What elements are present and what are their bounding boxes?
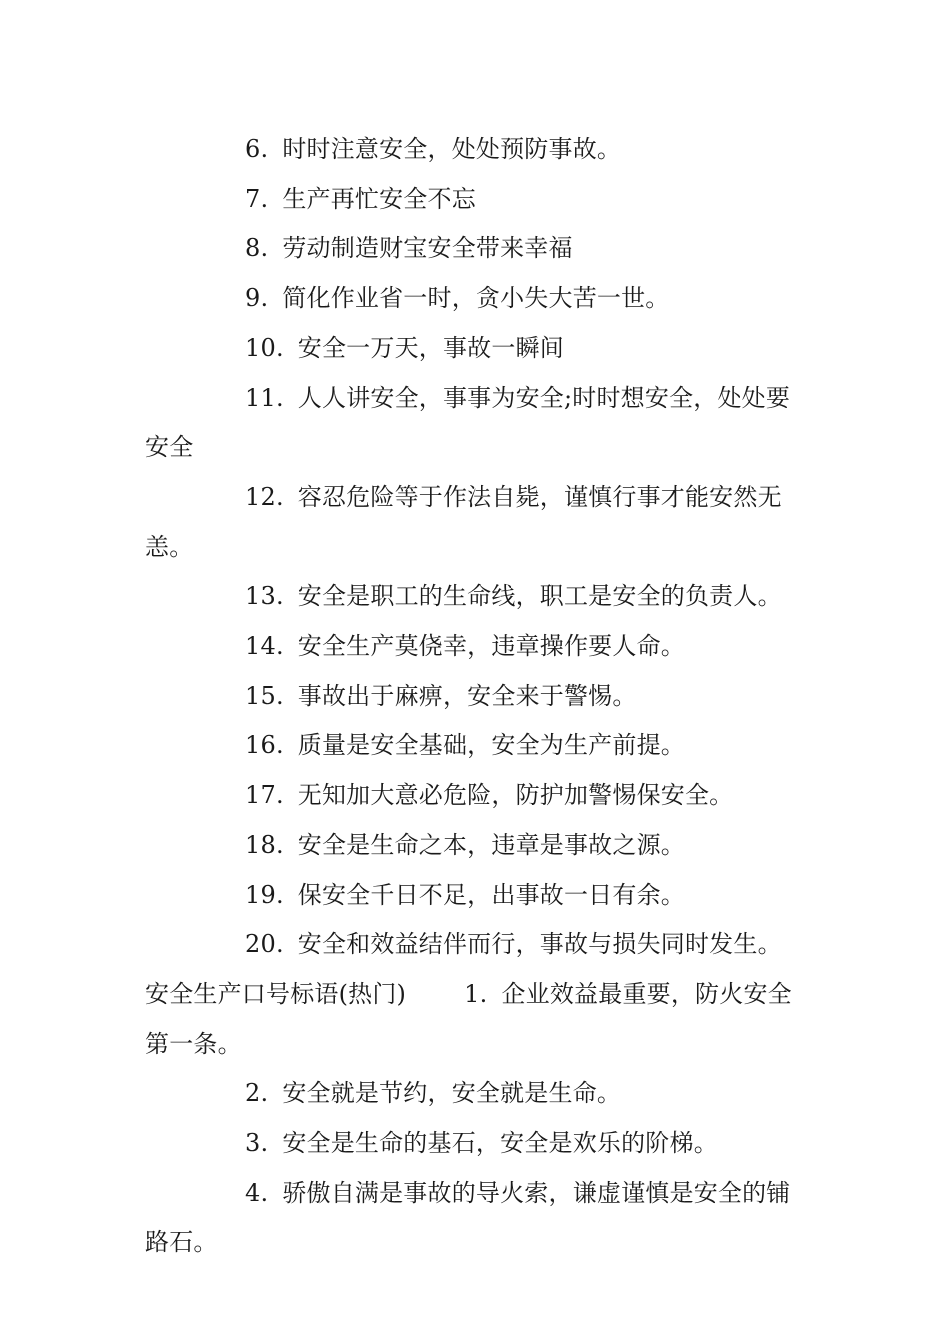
item-number: 13. bbox=[245, 582, 284, 611]
list-item bbox=[145, 572, 810, 622]
item-text: 时时注意安全，处处预防事故。 bbox=[282, 135, 622, 163]
item-text: 无知加大意必危险，防护加警惕保安全。 bbox=[297, 781, 734, 810]
item-text: 骄傲自满是事故的导火索，谦虚谨慎是安全的铺路石。 bbox=[145, 1178, 791, 1257]
list-item bbox=[145, 374, 810, 473]
item-text: 安全是生命的基石，安全是欢乐的阶梯。 bbox=[282, 1129, 718, 1158]
list-item bbox=[145, 324, 810, 374]
list-item bbox=[145, 1169, 810, 1268]
item-number: 17. bbox=[245, 781, 284, 810]
list-item bbox=[145, 1119, 810, 1169]
item-number: 8. bbox=[245, 234, 269, 263]
list-item bbox=[145, 721, 810, 771]
list-item bbox=[145, 672, 810, 722]
list-item bbox=[145, 871, 810, 921]
item-text: 人人讲安全，事事为安全;时时想安全，处处要安全 bbox=[145, 383, 791, 462]
item-number: 20. bbox=[245, 930, 284, 959]
item-text: 安全是职工的生命线，职工是安全的负责人。 bbox=[297, 582, 782, 611]
list-item bbox=[145, 622, 810, 672]
item-text: 生产再忙安全不忘 bbox=[282, 184, 476, 213]
section-heading: 安全生产口号标语(热门) bbox=[145, 979, 407, 1008]
item-number: 18. bbox=[245, 830, 284, 859]
item-number: 3. bbox=[245, 1129, 269, 1158]
item-text: 安全和效益结伴而行，事故与损失同时发生。 bbox=[297, 930, 782, 959]
item-number: 12. bbox=[245, 482, 284, 511]
list-item bbox=[145, 175, 810, 225]
item-text: 安全生产莫侥幸，违章操作要人命。 bbox=[297, 632, 685, 661]
item-number: 2. bbox=[245, 1079, 269, 1108]
item-text: 企业效益最重要，防火安全第一条。 bbox=[145, 979, 792, 1058]
item-number: 1. bbox=[464, 979, 488, 1008]
item-number: 9. bbox=[245, 284, 269, 313]
item-number: 16. bbox=[245, 731, 284, 760]
item-number: 14. bbox=[245, 632, 284, 661]
item-number: 11. bbox=[245, 383, 284, 412]
item-number: 4. bbox=[245, 1178, 269, 1207]
item-number: 6. bbox=[245, 135, 269, 163]
list-item bbox=[145, 274, 810, 324]
list-item bbox=[145, 821, 810, 871]
list-item bbox=[145, 771, 810, 821]
item-text: 容忍危险等于作法自毙，谨慎行事才能安然无恙。 bbox=[145, 482, 782, 561]
document-body bbox=[145, 125, 810, 1268]
list-item bbox=[145, 920, 810, 970]
list-item bbox=[145, 125, 810, 175]
item-text: 保安全千日不足，出事故一日有余。 bbox=[297, 880, 685, 909]
item-text: 安全就是节约，安全就是生命。 bbox=[282, 1079, 622, 1108]
list-item bbox=[145, 473, 810, 572]
item-number: 10. bbox=[245, 333, 284, 362]
item-text: 质量是安全基础，安全为生产前提。 bbox=[297, 731, 685, 760]
section-intro bbox=[145, 970, 810, 1069]
list-item bbox=[145, 1069, 810, 1119]
item-text: 简化作业省一时，贪小失大苦一世。 bbox=[282, 284, 670, 313]
item-text: 事故出于麻痹，安全来于警惕。 bbox=[297, 681, 637, 710]
item-text: 劳动制造财宝安全带来幸福 bbox=[282, 234, 573, 263]
list-item bbox=[145, 224, 810, 274]
item-number: 15. bbox=[245, 681, 284, 710]
item-text: 安全一万天，事故一瞬间 bbox=[297, 333, 564, 362]
item-number: 7. bbox=[245, 184, 269, 213]
item-number: 19. bbox=[245, 880, 284, 909]
item-text: 安全是生命之本，违章是事故之源。 bbox=[297, 830, 685, 859]
